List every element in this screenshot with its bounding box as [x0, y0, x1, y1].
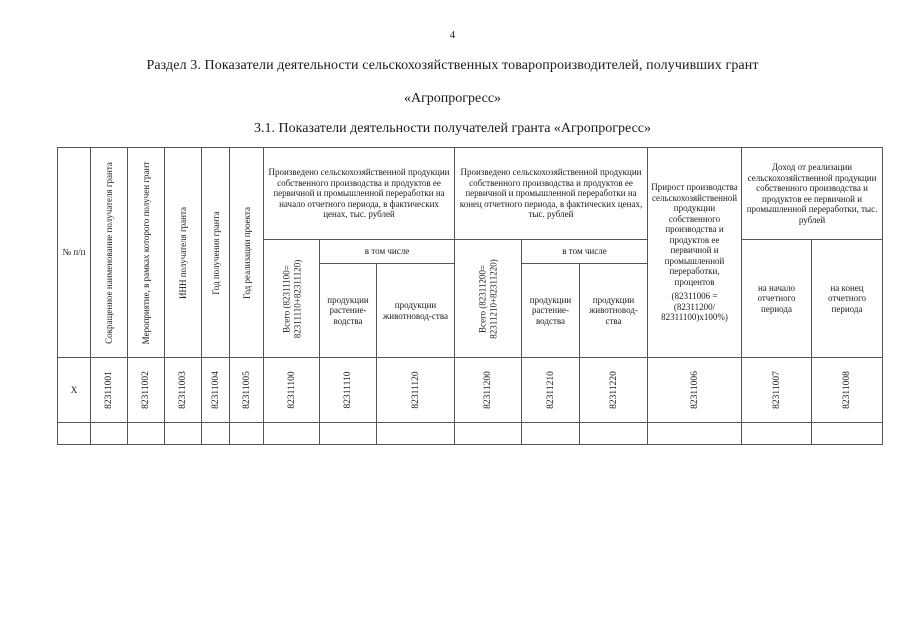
data-cell: [812, 423, 883, 445]
header-year-grant: Год получения гранта: [202, 148, 230, 358]
code-cell: 82311220: [580, 358, 648, 423]
section-title-line2: «Агропрогресс»: [403, 91, 502, 106]
code-row: [58, 358, 883, 423]
header-year-project: Год реализации проекта: [230, 148, 264, 358]
data-cell: [580, 423, 648, 445]
data-cell: [455, 423, 522, 445]
code-cell: 82311006: [648, 358, 742, 423]
data-cell: [377, 423, 455, 445]
data-cell: [320, 423, 377, 445]
code-cell: 82311003: [165, 358, 202, 423]
indicators-table: [57, 147, 883, 445]
data-cell: [165, 423, 202, 445]
header-income-end: на конец отчетного периода: [812, 240, 883, 358]
code-cell: 82311005: [230, 358, 264, 423]
header-produced-end: Произведено сельскохозяйственной продукции собственного производства и продуктов ее первичной и промышленной переработки на конец отчетного периода, в фактических ценах, тыс. рублей: [455, 148, 648, 240]
code-cell: 82311004: [202, 358, 230, 423]
header-including-end: в том числе: [522, 240, 648, 264]
header-plant-end: продукции растение-водства: [522, 264, 580, 358]
code-cell: 82311002: [128, 358, 165, 423]
page-number: 4: [449, 29, 456, 41]
header-event: Мероприятие, в рамках которого получен грант: [128, 148, 165, 358]
data-cell: [91, 423, 128, 445]
data-cell: [230, 423, 264, 445]
header-income-start: на начало отчетного периода: [742, 240, 812, 358]
header-inn: ИНН получателя гранта: [165, 148, 202, 358]
code-cell: 82311200: [455, 358, 522, 423]
data-cell: [58, 423, 91, 445]
data-cell: [128, 423, 165, 445]
header-total-start: Всего (82311100= 82311110+82311120): [264, 240, 320, 358]
header-short-name: Сокращенное наименование получателя гранта: [91, 148, 128, 358]
code-cell: 82311110: [320, 358, 377, 423]
data-cell: [648, 423, 742, 445]
empty-data-row: [58, 423, 883, 445]
code-cell: 82311008: [812, 358, 883, 423]
code-cell: 82311210: [522, 358, 580, 423]
header-produced-start: Произведено сельскохозяйственной продукции собственного производства и продуктов ее первичной и промышленной переработки на начало отчетного периода, в фактических ценах, тыс. рублей: [264, 148, 455, 240]
code-cell: 82311001: [91, 358, 128, 423]
data-cell: [522, 423, 580, 445]
header-total-end: Всего (82311200= 82311210+82311220): [455, 240, 522, 358]
data-cell: [264, 423, 320, 445]
code-cell: 82311100: [264, 358, 320, 423]
header-growth: Прирост производства сельскохозяйственной продукции собственного производства и продуктов ее первичной и промышленной переработки, процентов (82311006 = (82311200/ 82311100)х100%): [648, 148, 742, 358]
header-num: № п/п: [58, 148, 91, 358]
header-animal-end: продукции животновод-ства: [580, 264, 648, 358]
header-income: Доход от реализации сельскохозяйственной продукции собственного производства и продуктов ее первичной и промышленной переработки, тыс. рублей: [742, 148, 883, 240]
data-cell: [742, 423, 812, 445]
header-plant-start: продукции растение-водства: [320, 264, 377, 358]
code-cell: 82311007: [742, 358, 812, 423]
code-cell-num: X: [58, 358, 91, 423]
code-cell: 82311120: [377, 358, 455, 423]
growth-formula: (82311006 = (82311200/ 82311100)х100%): [661, 291, 728, 323]
header-including-start: в том числе: [320, 240, 455, 264]
header-animal-start: продукции животновод-ства: [377, 264, 455, 358]
table-subtitle: 3.1. Показатели деятельности получателей гранта «Агропрогресс»: [254, 121, 651, 136]
section-title: Раздел 3. Показатели деятельности сельскохозяйственных товаропроизводителей, получивших грант: [146, 58, 759, 73]
data-cell: [202, 423, 230, 445]
